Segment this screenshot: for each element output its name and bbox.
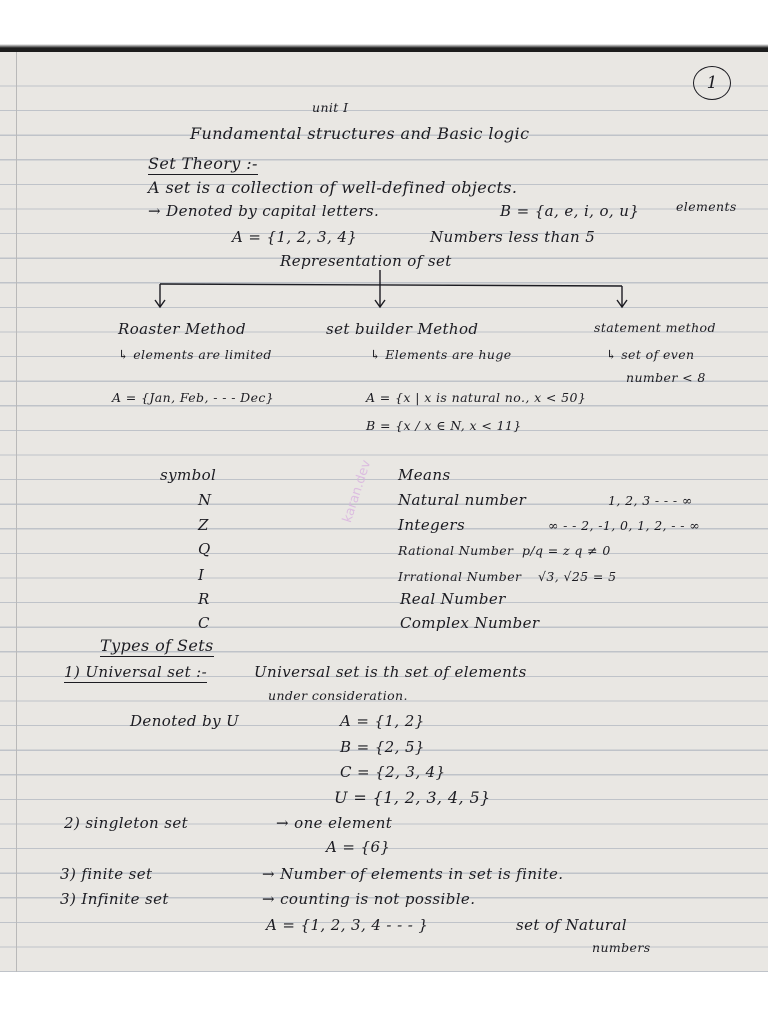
tree-horizontal-line bbox=[160, 284, 622, 286]
set-builder-note: ↳ Elements are huge bbox=[370, 347, 512, 362]
finite-def: → Number of elements in set is finite. bbox=[262, 865, 564, 883]
infinite-note-2: numbers bbox=[592, 940, 651, 955]
singleton-def: → one element bbox=[276, 814, 393, 832]
roaster-example: A = {Jan, Feb, - - - Dec} bbox=[112, 390, 275, 405]
set-example-a: A = {1, 2, 3, 4} bbox=[232, 228, 358, 246]
extra-z: ∞ - - 2, -1, 0, 1, 2, - - ∞ bbox=[548, 518, 701, 533]
infinite-note-1: set of Natural bbox=[516, 916, 627, 934]
infinite-example: A = {1, 2, 3, 4 - - - } bbox=[266, 916, 429, 934]
set-example-a-note: Numbers less than 5 bbox=[430, 228, 596, 246]
universal-denoted: Denoted by U bbox=[130, 712, 240, 730]
types-heading: Types of Sets bbox=[100, 636, 214, 655]
statement-method: statement method bbox=[594, 320, 716, 335]
extra-i: √3, √25 = 5 bbox=[538, 569, 617, 584]
set-definition: A set is a collection of well-defined objects. bbox=[148, 178, 518, 197]
set-denoted: → Denoted by capital letters. bbox=[148, 202, 380, 220]
set-builder-method: set builder Method bbox=[326, 320, 479, 338]
unit-label: unit I bbox=[312, 100, 349, 115]
meaning-n: Natural number bbox=[398, 491, 527, 509]
meaning-q: Rational Number bbox=[398, 543, 514, 558]
roaster-method: Roaster Method bbox=[118, 320, 246, 338]
set-builder-example-a: A = {x | x is natural no., x < 50} bbox=[366, 390, 587, 405]
statement-note: ↳ set of even bbox=[606, 347, 695, 362]
universal-def-1: Universal set is th set of elements bbox=[254, 663, 527, 681]
set-builder-example-b: B = {x / x ∈ N, x < 11} bbox=[366, 418, 522, 433]
symbol-n: N bbox=[198, 491, 212, 509]
symbol-c: C bbox=[198, 614, 210, 632]
symbol-header: symbol bbox=[160, 466, 217, 484]
infinite-def: → counting is not possible. bbox=[262, 890, 476, 908]
singleton-set-label: 2) singleton set bbox=[64, 814, 189, 832]
set-theory-heading: Set Theory :- bbox=[148, 154, 258, 173]
infinite-set-label: 3) Infinite set bbox=[60, 890, 169, 908]
representation-tree-diagram bbox=[0, 0, 768, 320]
page-number: 1 bbox=[693, 66, 731, 100]
singleton-example: A = {6} bbox=[326, 838, 391, 856]
symbol-z: Z bbox=[198, 516, 209, 534]
universal-example-c: C = {2, 3, 4} bbox=[340, 763, 446, 781]
roaster-note: ↳ elements are limited bbox=[118, 347, 272, 362]
means-header: Means bbox=[398, 466, 451, 484]
extra-q: p/q = z q ≠ 0 bbox=[522, 543, 611, 558]
symbol-q: Q bbox=[198, 540, 211, 558]
scan-bottom-area bbox=[0, 972, 768, 1024]
universal-set-label: 1) Universal set :- bbox=[64, 663, 208, 681]
meaning-r: Real Number bbox=[400, 590, 506, 608]
universal-example-a: A = {1, 2} bbox=[340, 712, 425, 730]
universal-example-u: U = {1, 2, 3, 4, 5} bbox=[334, 788, 491, 807]
representation-heading: Representation of set bbox=[280, 252, 452, 270]
symbol-i: I bbox=[198, 566, 205, 584]
extra-n: 1, 2, 3 - - - ∞ bbox=[608, 493, 693, 508]
page-title: Fundamental structures and Basic logic bbox=[190, 124, 530, 143]
statement-note-2: number < 8 bbox=[626, 370, 706, 385]
elements-label: elements bbox=[676, 199, 737, 214]
meaning-c: Complex Number bbox=[400, 614, 540, 632]
finite-set-label: 3) finite set bbox=[60, 865, 153, 883]
meaning-z: Integers bbox=[398, 516, 466, 534]
watermark: karan.dev bbox=[340, 458, 375, 525]
meaning-i: Irrational Number bbox=[398, 569, 522, 584]
set-example-b: B = {a, e, i, o, u} bbox=[500, 202, 640, 220]
universal-example-b: B = {2, 5} bbox=[340, 738, 425, 756]
symbol-r: R bbox=[198, 590, 210, 608]
universal-def-2: under consideration. bbox=[268, 688, 408, 703]
